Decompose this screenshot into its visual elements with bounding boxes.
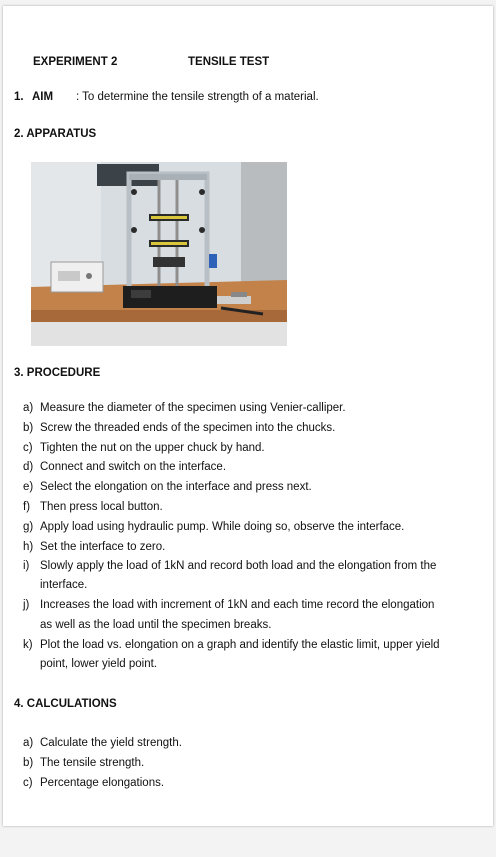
step-text: Measure the diameter of the specimen using Venier-calliper. bbox=[40, 402, 346, 414]
step-text-continued: as well as the load until the specimen breaks. bbox=[40, 619, 272, 631]
aim-number: 1. bbox=[14, 91, 24, 103]
step-marker: g) bbox=[23, 521, 34, 533]
step-marker: c) bbox=[23, 442, 33, 454]
step-text: Tighten the nut on the upper chuck by hand. bbox=[40, 442, 265, 454]
calc-marker: a) bbox=[23, 737, 34, 749]
calculation-item bbox=[23, 774, 164, 792]
step-marker: d) bbox=[23, 461, 34, 473]
calculation-item bbox=[23, 754, 144, 772]
step-marker: i) bbox=[23, 560, 30, 572]
step-text: Screw the threaded ends of the specimen into the chucks. bbox=[40, 422, 336, 434]
step-text: Plot the load vs. elongation on a graph and identify the elastic limit, upper yield bbox=[40, 639, 440, 651]
tensile-machine-photo bbox=[31, 162, 287, 346]
step-text: Apply load using hydraulic pump. While doing so, observe the interface. bbox=[40, 521, 405, 533]
aim-label: AIM bbox=[32, 91, 54, 103]
calc-text: Percentage elongations. bbox=[40, 777, 165, 789]
step-marker: f) bbox=[23, 501, 31, 513]
step-marker: e) bbox=[23, 481, 34, 493]
apparatus-heading: 2. APPARATUS bbox=[14, 128, 97, 140]
step-text: Connect and switch on the interface. bbox=[40, 461, 227, 473]
calc-marker: b) bbox=[23, 757, 34, 769]
document-title: TENSILE TEST bbox=[188, 56, 270, 68]
experiment-label: EXPERIMENT 2 bbox=[33, 56, 118, 68]
aim-text: : To determine the tensile strength of a material. bbox=[76, 91, 319, 103]
calc-marker: c) bbox=[23, 777, 33, 789]
calc-text: Calculate the yield strength. bbox=[40, 737, 182, 749]
procedure-step bbox=[23, 538, 165, 556]
step-marker: k) bbox=[23, 639, 33, 651]
procedure-step bbox=[23, 399, 346, 417]
procedure-step bbox=[23, 518, 404, 536]
calculation-item bbox=[23, 734, 182, 752]
procedure-step bbox=[23, 458, 226, 476]
procedure-step bbox=[23, 596, 434, 614]
procedure-step bbox=[23, 439, 265, 457]
step-text: Increases the load with increment of 1kN and each time record the elongation bbox=[40, 599, 435, 611]
step-marker: a) bbox=[23, 402, 34, 414]
procedure-step bbox=[23, 498, 163, 516]
step-text-continued: point, lower yield point. bbox=[40, 658, 157, 670]
step-marker: j) bbox=[23, 599, 30, 611]
step-marker: b) bbox=[23, 422, 34, 434]
procedure-step bbox=[23, 419, 335, 437]
step-text-continued: interface. bbox=[40, 579, 88, 591]
step-text: Select the elongation on the interface and press next. bbox=[40, 481, 312, 493]
procedure-step bbox=[23, 636, 440, 654]
step-marker: h) bbox=[23, 541, 34, 553]
step-text: Then press local button. bbox=[40, 501, 163, 513]
calculations-heading: 4. CALCULATIONS bbox=[14, 698, 117, 710]
calc-text: The tensile strength. bbox=[40, 757, 145, 769]
procedure-step bbox=[23, 478, 312, 496]
procedure-heading: 3. PROCEDURE bbox=[14, 367, 101, 379]
document-page bbox=[3, 6, 493, 826]
step-text: Slowly apply the load of 1kN and record both load and the elongation from the bbox=[40, 560, 437, 572]
step-text: Set the interface to zero. bbox=[40, 541, 166, 553]
procedure-step bbox=[23, 557, 436, 575]
